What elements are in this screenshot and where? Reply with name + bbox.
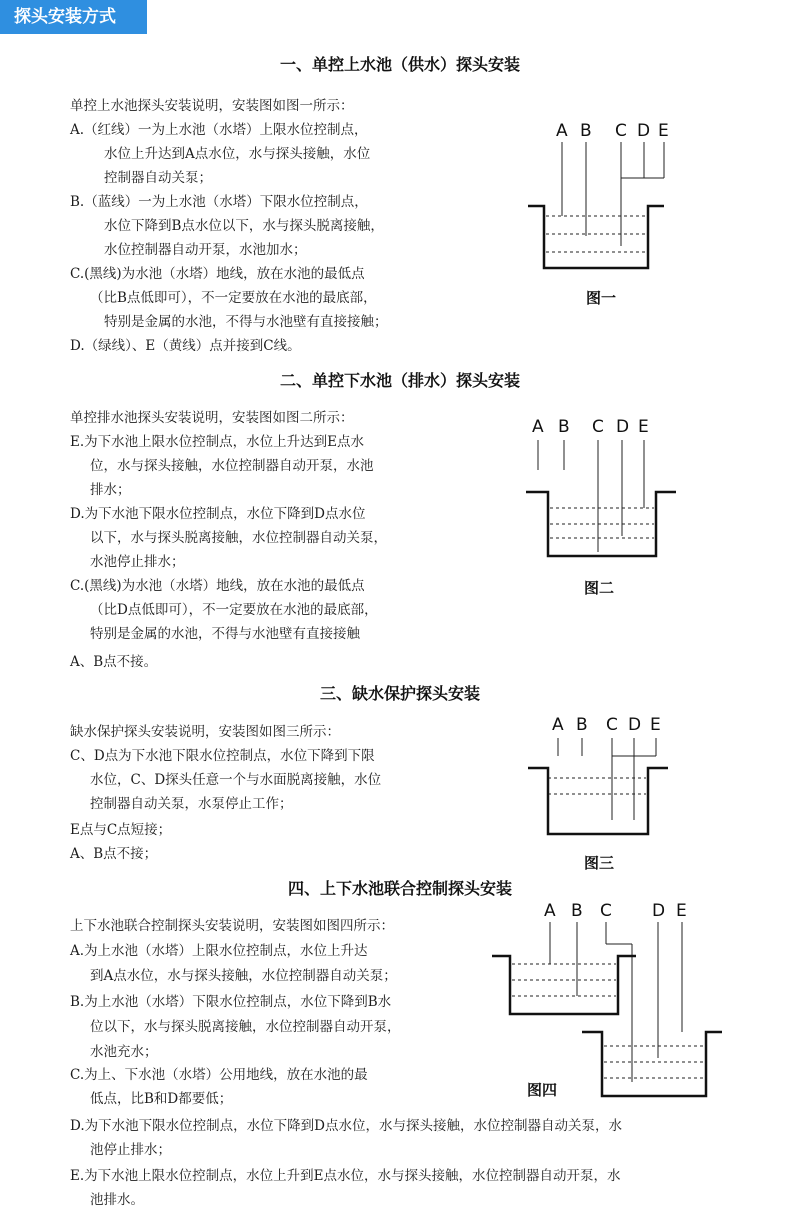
section-2-line: C.(黑线)为水池（水塔）地线，放在水池的最低点 xyxy=(70,578,365,594)
section-1-line: 单控上水池探头安装说明，安装图如图一所示： xyxy=(70,98,354,114)
section-3-title: 三、缺水保护探头安装 xyxy=(319,684,480,703)
section-3-line: A、B点不接； xyxy=(70,846,158,862)
section-1-line: 水位上升达到A点水位，水与探头接触，水位 xyxy=(104,146,371,162)
section-4-line: 池排水。 xyxy=(90,1192,144,1208)
section-2-line: E.为下水池上限水位控制点，水位上升达到E点水 xyxy=(70,434,365,450)
section-1-line: C.(黑线)为水池（水塔）地线，放在水池的最低点 xyxy=(70,266,365,282)
section-2-line: D.为下水池下限水位控制点，水位下降到D点水位 xyxy=(70,506,366,522)
header-tab: 探头安装方式 xyxy=(0,0,147,34)
fig1-label-a: A xyxy=(556,121,568,141)
fig4-label-e: E xyxy=(676,901,687,921)
fig3-label-c: C xyxy=(606,715,618,735)
section-2-line: （比D点低即可），不一定要放在水池的最底部， xyxy=(90,602,378,618)
section-1-line: A.（红线）一为上水池（水塔）上限水位控制点， xyxy=(70,122,368,138)
fig4-label-d: D xyxy=(652,901,666,921)
section-3-line: E点与C点短接； xyxy=(70,822,172,838)
section-2-line: 以下，水与探头脱离接触，水位控制器自动关泵， xyxy=(90,530,387,546)
section-4-line: D.为下水池下限水位控制点，水位下降到D点水位，水与探头接触，水位控制器自动关泵，水 xyxy=(70,1118,622,1134)
figure-2-caption: 图二 xyxy=(584,579,615,597)
section-4-line: 位以下，水与探头脱离接触，水位控制器自动开泵， xyxy=(90,1019,401,1035)
figure-4-diagram xyxy=(486,900,726,1110)
fig4-label-a: A xyxy=(544,901,556,921)
section-1-line: 特别是金属的水池，不得与水池壁有直接接触； xyxy=(104,314,388,330)
figure-1-caption: 图一 xyxy=(586,289,617,307)
figure-2-diagram xyxy=(520,412,690,562)
section-3-line: 控制器自动关泵，水泵停止工作； xyxy=(90,796,293,812)
section-4-line: E.为下水池上限水位控制点，水位上升到E点水位，水与探头接触，水位控制器自动开泵，水 xyxy=(70,1168,621,1184)
section-1-line: 水位下降到B点水位以下，水与探头脱离接触， xyxy=(104,218,384,234)
section-4-title: 四、上下水池联合控制探头安装 xyxy=(287,879,512,898)
fig4-label-c: C xyxy=(600,901,612,921)
section-1-line: D.（绿线）、E（黄线）点并接到C线。 xyxy=(70,338,301,354)
section-2-line: 水池停止排水； xyxy=(90,554,185,570)
figure-3-diagram xyxy=(520,710,680,840)
section-2-title: 二、单控下水池（排水）探头安装 xyxy=(279,371,520,390)
section-2-line: A、B点不接。 xyxy=(70,654,158,670)
figure-1-diagram xyxy=(520,116,680,276)
section-1-line: 控制器自动关泵； xyxy=(104,170,212,186)
fig2-label-e: E xyxy=(638,417,649,437)
fig1-label-d: D xyxy=(637,121,651,141)
fig2-label-c: C xyxy=(592,417,604,437)
section-2-line: 特别是金属的水池，不得与水池壁有直接接触 xyxy=(90,626,360,642)
section-2-line: 位，水与探头接触，水位控制器自动开泵，水池 xyxy=(90,458,374,474)
section-3-line: 缺水保护探头安装说明，安装图如图三所示： xyxy=(70,724,340,740)
figure-4-caption: 图四 xyxy=(527,1081,558,1099)
section-1-title: 一、单控上水池（供水）探头安装 xyxy=(279,55,520,74)
section-1-line: B.（蓝线）一为上水池（水塔）下限水位控制点， xyxy=(70,194,368,210)
section-1-line: 水位控制器自动开泵，水池加水； xyxy=(104,242,307,258)
section-4-line: 上下水池联合控制探头安装说明，安装图如图四所示： xyxy=(70,918,394,934)
section-3-line: 水位，C、D探头任意一个与水面脱离接触，水位 xyxy=(90,772,382,788)
section-4-line: 池停止排水； xyxy=(90,1142,171,1158)
fig2-label-d: D xyxy=(616,417,630,437)
fig3-label-b: B xyxy=(576,715,588,735)
fig4-label-b: B xyxy=(571,901,583,921)
fig3-label-d: D xyxy=(628,715,642,735)
section-4-line: 到A点水位，水与探头接触，水位控制器自动关泵； xyxy=(90,968,397,984)
section-4-line: B.为上水池（水塔）下限水位控制点，水位下降到B水 xyxy=(70,994,392,1010)
section-4-line: 水池充水； xyxy=(90,1044,158,1060)
section-4-line: A.为上水池（水塔）上限水位控制点，水位上升达 xyxy=(70,943,368,959)
section-1-line: （比B点低即可），不一定要放在水池的最底部， xyxy=(90,290,377,306)
section-2-line: 单控排水池探头安装说明，安装图如图二所示： xyxy=(70,410,354,426)
fig3-label-e: E xyxy=(650,715,661,735)
fig1-label-c: C xyxy=(615,121,627,141)
section-3-line: C、D点为下水池下限水位控制点，水位下降到下限 xyxy=(70,748,375,764)
fig1-label-b: B xyxy=(580,121,592,141)
fig2-label-b: B xyxy=(558,417,570,437)
fig1-label-e: E xyxy=(658,121,669,141)
figure-3-caption: 图三 xyxy=(584,854,615,872)
section-2-line: 排水； xyxy=(90,482,131,498)
section-4-line: C.为上、下水池（水塔）公用地线，放在水池的最 xyxy=(70,1067,368,1083)
section-4-line: 低点，比B和D都要低； xyxy=(90,1091,233,1107)
fig2-label-a: A xyxy=(532,417,544,437)
fig3-label-a: A xyxy=(552,715,564,735)
